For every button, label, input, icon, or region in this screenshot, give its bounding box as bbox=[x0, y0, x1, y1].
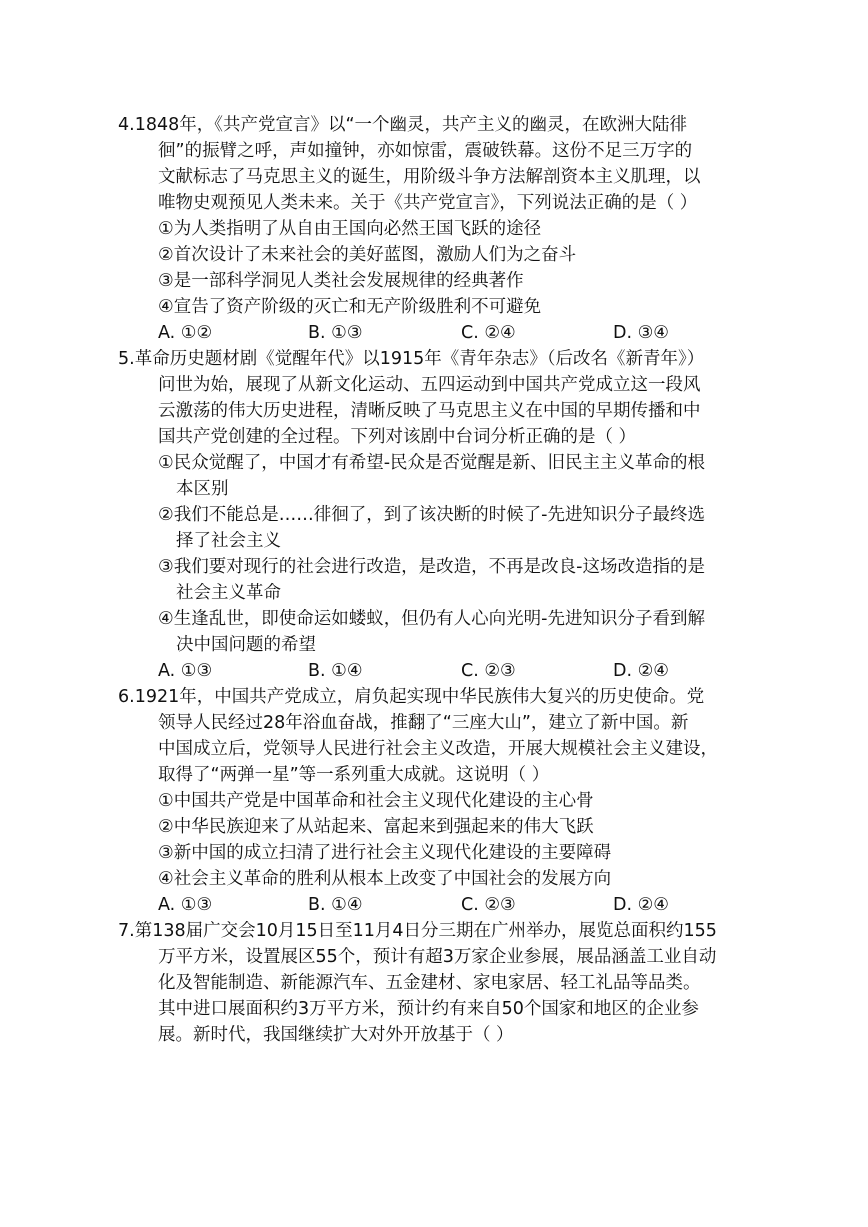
statement: ①中国共产党是中国革命和社会主义现代化建设的主心骨 bbox=[158, 791, 594, 811]
statement: ②首次设计了未来社会的美好蓝图，激励人们为之奋斗 bbox=[158, 245, 577, 265]
question-text-line: 问世为始，展现了从新文化运动、五四运动到中国共产党成立这一段风 bbox=[158, 375, 701, 395]
question-number: 5. bbox=[118, 349, 135, 369]
option-a: A. ①③ bbox=[158, 661, 213, 681]
question-text-line: 中国成立后，党领导人民进行社会主义改造，开展大规模社会主义建设， bbox=[158, 739, 718, 759]
statement: ③我们要对现行的社会进行改造，是改造，不再是改良-这场改造指的是 bbox=[158, 557, 706, 577]
question-text-line: 第138届广交会10月15日至11月4日分三期在广州举办，展览总面积约155 bbox=[134, 921, 717, 941]
exam-page bbox=[118, 112, 758, 1048]
statement-continued: 本区别 bbox=[176, 479, 229, 499]
statement-continued: 择了社会主义 bbox=[176, 531, 281, 551]
statement: ④宣告了资产阶级的灭亡和无产阶级胜利不可避免 bbox=[158, 297, 542, 317]
statement: ④生逢乱世，即使命运如蝼蚁，但仍有人心向光明-先进知识分子看到解 bbox=[158, 609, 706, 629]
question-5 bbox=[118, 346, 758, 684]
statement-continued: 社会主义革命 bbox=[176, 583, 281, 603]
question-number: 6. bbox=[118, 687, 135, 707]
statement: ①为人类指明了从自由王国向必然王国飞跃的途径 bbox=[158, 219, 542, 239]
statement: ①民众觉醒了，中国才有希望-民众是否觉醒是新、旧民主主义革命的根 bbox=[158, 453, 706, 473]
question-text-line: 1921年，中国共产党成立，肩负起实现中华民族伟大复兴的历史使命。党 bbox=[134, 687, 705, 707]
question-4 bbox=[118, 112, 758, 346]
option-a: A. ①② bbox=[158, 323, 213, 343]
option-b: B. ①④ bbox=[308, 895, 363, 915]
question-text-line: 革命历史题材剧《觉醒年代》以1915年《青年杂志》（后改名《新青年》） bbox=[134, 349, 705, 369]
option-d: D. ②④ bbox=[613, 661, 669, 681]
statement: ③是一部科学洞见人类社会发展规律的经典著作 bbox=[158, 271, 524, 291]
question-text-line: 化及智能制造、新能源汽车、五金建材、家电家居、轻工礼品等品类。 bbox=[158, 973, 701, 993]
option-d: D. ③④ bbox=[613, 323, 669, 343]
question-text-line: 其中进口展面积约3万平方米，预计约有来自50个国家和地区的企业参 bbox=[158, 999, 699, 1019]
option-b: B. ①③ bbox=[308, 323, 363, 343]
question-text-line: 国共产党创建的全过程。下列对该剧中台词分析正确的是（ ） bbox=[158, 427, 637, 447]
question-text-line: 取得了“两弹一星”等一系列重大成就。这说明（ ） bbox=[158, 765, 550, 785]
statement: ④社会主义革命的胜利从根本上改变了中国社会的发展方向 bbox=[158, 869, 612, 889]
option-d: D. ②④ bbox=[613, 895, 669, 915]
option-c: C. ②③ bbox=[461, 895, 516, 915]
option-c: C. ②④ bbox=[461, 323, 516, 343]
statement: ②中华民族迎来了从站起来、富起来到强起来的伟大飞跃 bbox=[158, 817, 594, 837]
question-text-line: 万平方米，设置展区55个，预计有超3万家企业参展，展品涵盖工业自动 bbox=[158, 947, 717, 967]
question-text-line: 唯物史观预见人类未来。关于《共产党宣言》，下列说法正确的是（ ） bbox=[158, 193, 698, 213]
question-text-line: 1848年，《共产党宣言》以“一个幽灵，共产主义的幽灵，在欧洲大陆徘 bbox=[134, 115, 688, 135]
answer-options bbox=[158, 658, 758, 684]
statement: ③新中国的成立扫清了进行社会主义现代化建设的主要障碍 bbox=[158, 843, 612, 863]
option-b: B. ①④ bbox=[308, 661, 363, 681]
question-6 bbox=[118, 684, 758, 918]
question-text-line: 文献标志了马克思主义的诞生，用阶级斗争方法解剖资本主义肌理，以 bbox=[158, 167, 701, 187]
question-text-line: 领导人民经过28年浴血奋战，推翻了“三座大山”，建立了新中国。新 bbox=[158, 713, 689, 733]
question-text-line: 云激荡的伟大历史进程，清晰反映了马克思主义在中国的早期传播和中 bbox=[158, 401, 701, 421]
statement-continued: 决中国问题的希望 bbox=[176, 635, 316, 655]
option-c: C. ②③ bbox=[461, 661, 516, 681]
question-number: 7. bbox=[118, 921, 135, 941]
statement: ②我们不能总是……徘徊了，到了该决断的时候了-先进知识分子最终选 bbox=[158, 505, 706, 525]
question-number: 4. bbox=[118, 115, 135, 135]
answer-options bbox=[158, 892, 758, 918]
option-a: A. ①③ bbox=[158, 895, 213, 915]
answer-options bbox=[158, 320, 758, 346]
question-text-line: 徊”的振臂之呼，声如撞钟，亦如惊雷，震破铁幕。这份不足三万字的 bbox=[158, 141, 693, 161]
question-7 bbox=[118, 918, 758, 1048]
question-text-line: 展。新时代，我国继续扩大对外开放基于（ ） bbox=[158, 1025, 514, 1045]
